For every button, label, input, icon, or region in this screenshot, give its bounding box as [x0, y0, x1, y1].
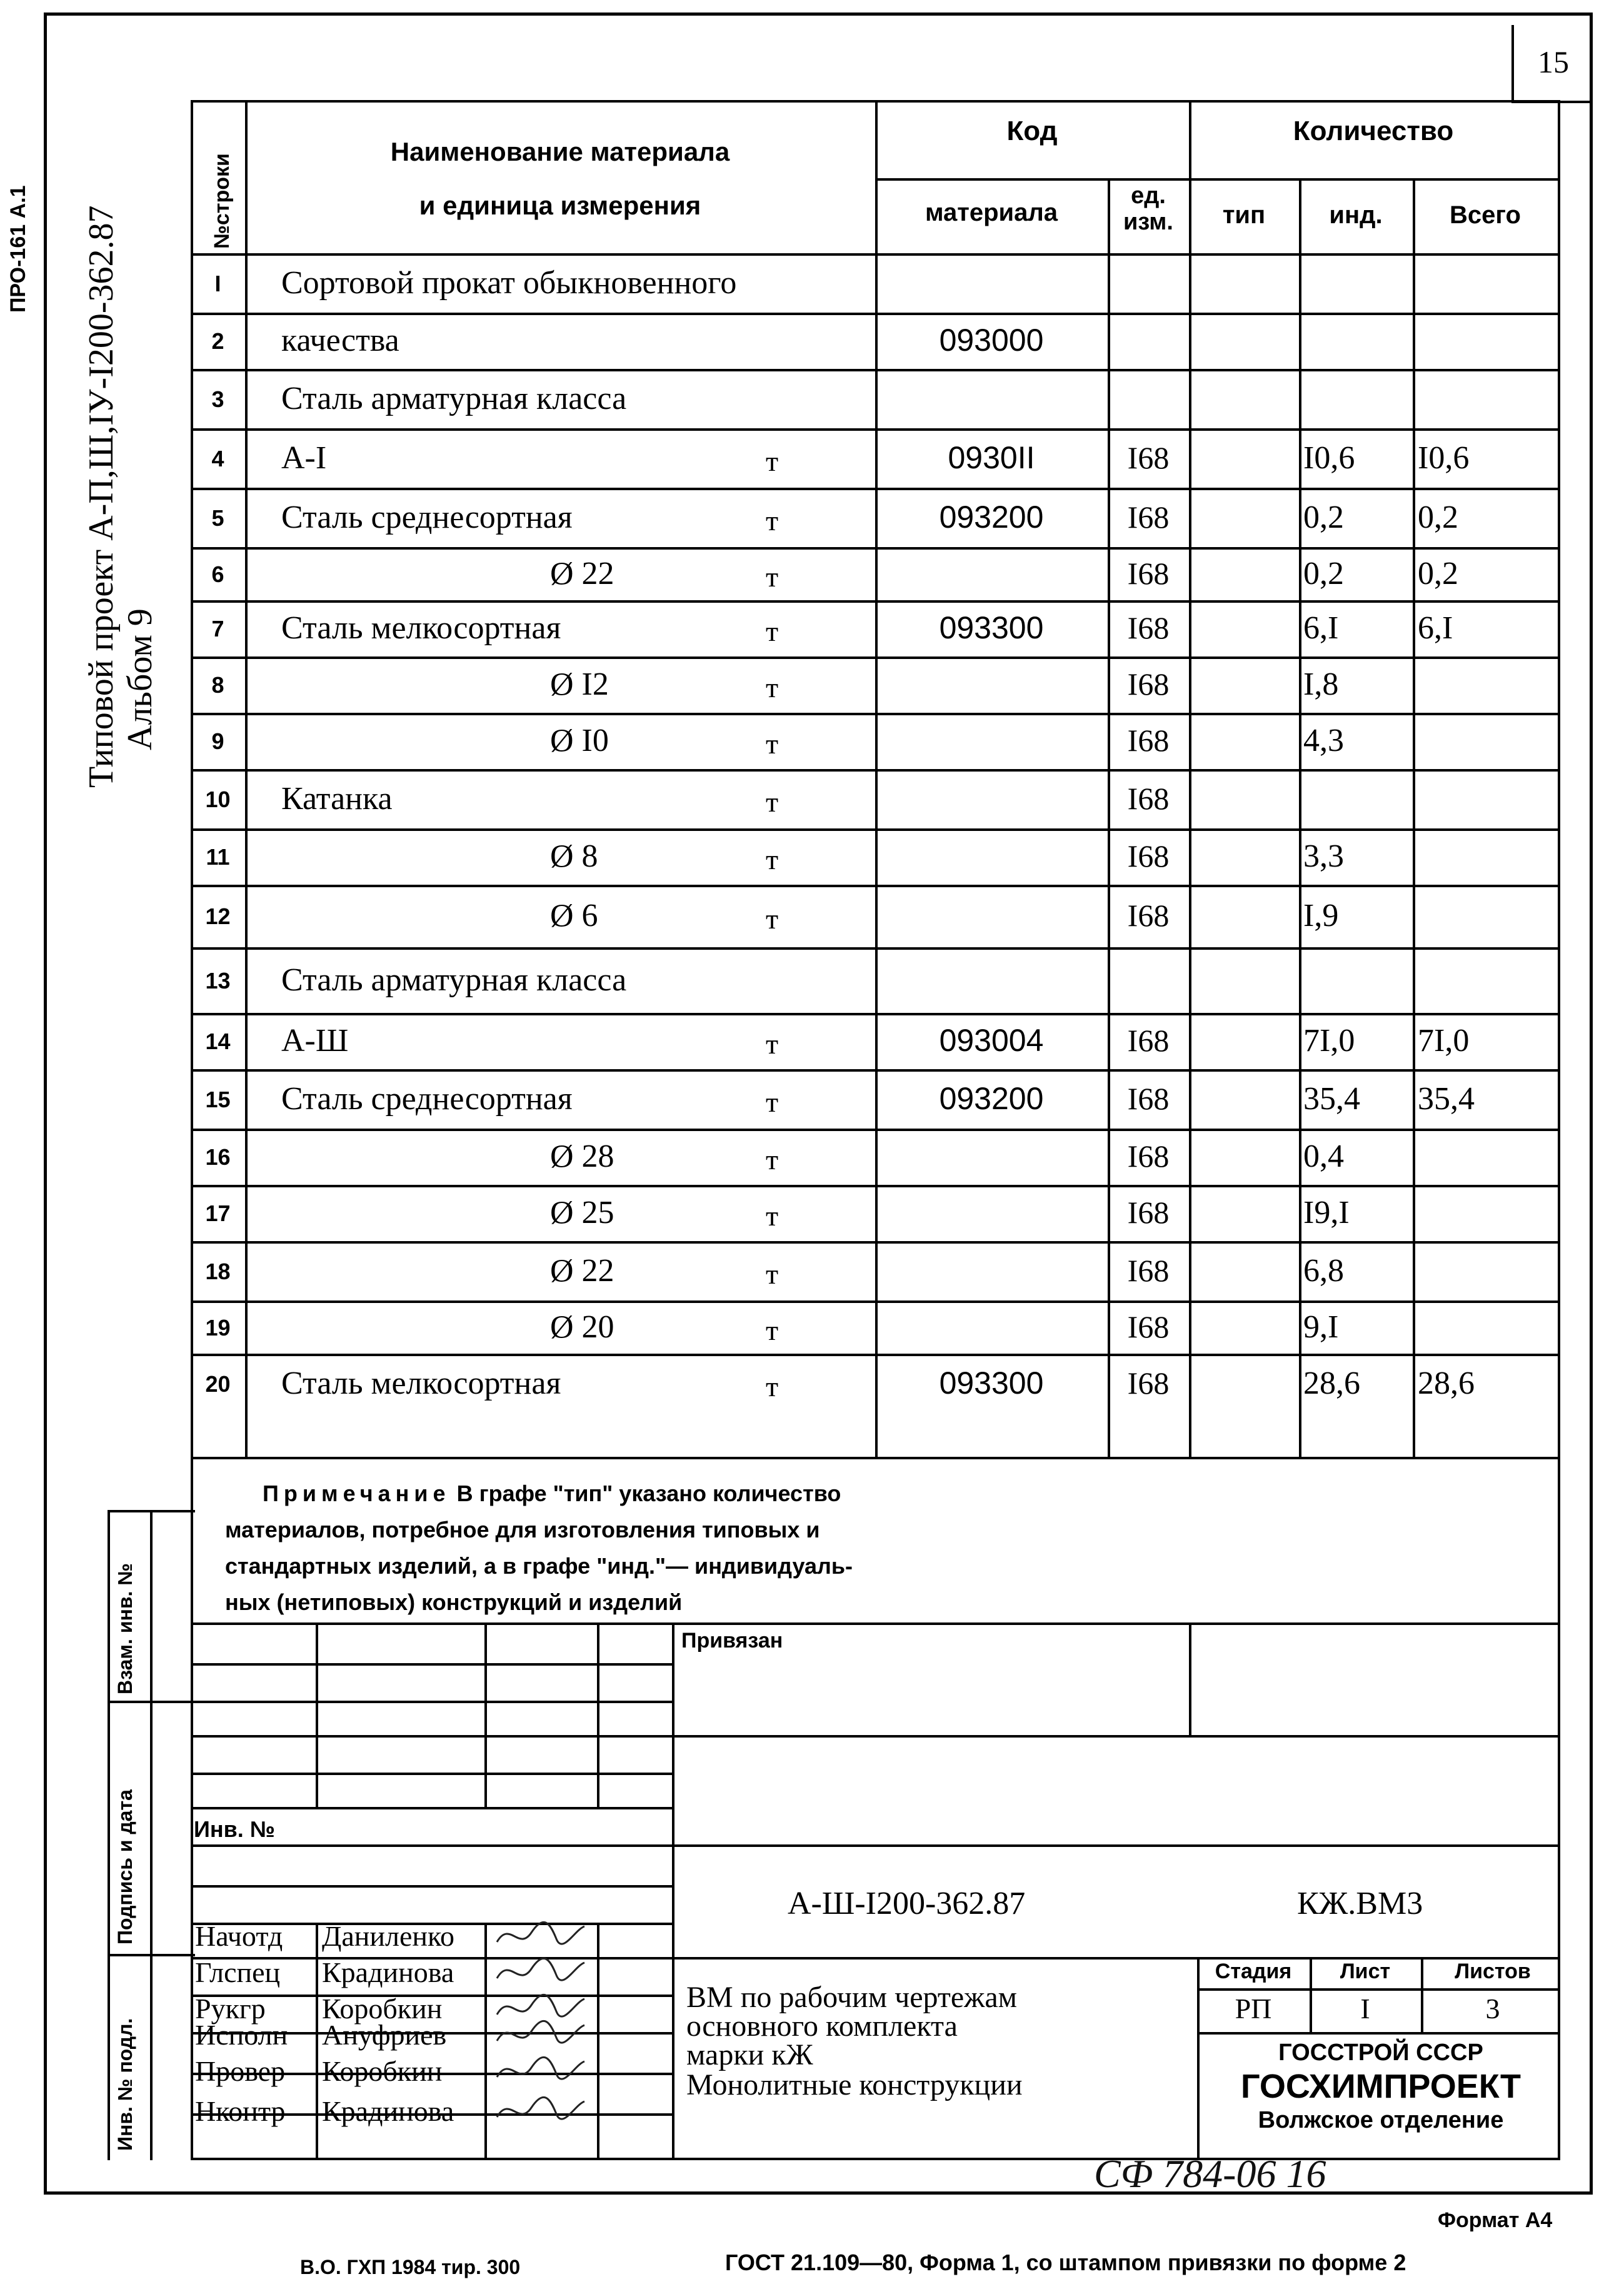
- row-ind: I,8: [1303, 667, 1339, 702]
- stamp-line: [191, 1701, 672, 1703]
- title-line-3: марки кЖ: [686, 2038, 813, 2071]
- row-ind: 7I,0: [1303, 1023, 1355, 1059]
- row-material-code: 093300: [939, 1365, 1044, 1401]
- sheet-label: Лист: [1340, 1959, 1391, 1983]
- stamp-name: Крадинова: [322, 2095, 454, 2127]
- stamp-name: Коробкин: [322, 2055, 443, 2087]
- row-unit-letter: т: [766, 903, 779, 935]
- row-name: Сталь среднесортная: [281, 1080, 573, 1117]
- format-label: Формат А4: [1438, 2208, 1553, 2232]
- row-name: Сталь арматурная класса: [281, 380, 627, 416]
- row-name: Ø I0: [550, 723, 609, 758]
- header-name: Наименование материала и единица измерения: [390, 137, 730, 220]
- row-number: 11: [206, 844, 230, 870]
- note-line-2: материалов, потребное для изготовления типовых и: [225, 1517, 820, 1542]
- header-quantity: Количество: [1293, 116, 1454, 146]
- sheet-value: I: [1360, 1993, 1370, 2025]
- stamp-line: [316, 1923, 318, 2160]
- row-unit-letter: т: [766, 1314, 779, 1346]
- stamp-role: Глспец: [195, 1956, 281, 1988]
- row-unit-letter: т: [766, 1370, 779, 1402]
- row-unit-code: I68: [1127, 780, 1170, 816]
- stamp-role: Начотд: [195, 1920, 283, 1952]
- gost-note: ГОСТ 21.109—80, Форма 1, со штампом привязки по форме 2: [725, 2250, 1406, 2275]
- stamp-name: Ануфриев: [322, 2019, 447, 2051]
- row-unit-code: I68: [1127, 838, 1170, 873]
- org-3: Волжское отделение: [1258, 2107, 1504, 2133]
- doc-mark: КЖ.ВМ3: [1297, 1886, 1423, 1921]
- row-name: Ø 20: [550, 1309, 614, 1345]
- stamp-name: Коробкин: [322, 1993, 443, 2025]
- side-title-line2: Альбом 9: [121, 608, 159, 750]
- row-number: 18: [205, 1258, 231, 1284]
- row-unit-letter: т: [766, 785, 779, 818]
- row-material-code: 0930II: [948, 440, 1035, 475]
- stamp-line: [1197, 1988, 1558, 1991]
- stamp-line: [1197, 2032, 1558, 2035]
- row-total: 0,2: [1418, 555, 1458, 591]
- row-number: 14: [205, 1029, 231, 1054]
- row-unit-letter: т: [766, 728, 779, 760]
- note-lead: Примечание: [263, 1481, 451, 1506]
- row-number: 20: [205, 1371, 231, 1397]
- row-name: Сталь арматурная класса: [281, 962, 627, 998]
- row-total: 7I,0: [1418, 1023, 1470, 1059]
- header-total: Всего: [1450, 201, 1521, 229]
- stamp-line: [191, 1622, 1560, 1625]
- inv-no-label: Инв. №: [194, 1816, 275, 1842]
- row-total: 28,6: [1418, 1365, 1475, 1401]
- header-unit: ед. изм.: [1123, 183, 1173, 235]
- row-unit-code: I68: [1127, 1139, 1170, 1174]
- row-ind: I0,6: [1303, 440, 1355, 476]
- signature-icon: [494, 2092, 588, 2130]
- stamp-line: [191, 1773, 672, 1775]
- side-code: ПРО-161 А.1: [6, 185, 30, 313]
- row-ind: 9,I: [1303, 1309, 1339, 1345]
- row-ind: I9,I: [1303, 1195, 1350, 1230]
- title-line-4: Монолитные конструкции: [686, 2068, 1023, 2101]
- signature-icon: [494, 2052, 588, 2090]
- row-unit-letter: т: [766, 1144, 779, 1175]
- header-type: тип: [1222, 201, 1266, 229]
- row-ind: 35,4: [1303, 1080, 1360, 1117]
- row-unit-letter: т: [766, 560, 779, 593]
- row-name: Ø 6: [550, 898, 598, 933]
- row-ind: 4,3: [1303, 723, 1344, 758]
- row-unit-code: I68: [1127, 555, 1170, 591]
- row-name: Катанка: [281, 780, 393, 817]
- row-number: 17: [205, 1200, 231, 1226]
- stamp-role: Рукгр: [195, 1993, 266, 2025]
- row-number: 6: [211, 561, 224, 587]
- row-material-code: 093300: [939, 610, 1044, 645]
- stamp-line: [597, 1622, 599, 1807]
- row-name: Сталь мелкосортная: [281, 610, 561, 646]
- note-text-1: В графе "тип" указано количество: [456, 1481, 841, 1506]
- sheets-label: Листов: [1455, 1959, 1531, 1983]
- stamp-podpis: Подпись и дата: [114, 1789, 136, 1944]
- stamp-line: [484, 1923, 487, 2160]
- stamp-line: [484, 1622, 487, 1807]
- row-number: 10: [205, 786, 231, 812]
- row-unit-code: I68: [1127, 610, 1170, 645]
- signature-icon: [494, 1917, 588, 1954]
- print-info: В.О. ГХП 1984 тир. 300: [300, 2256, 521, 2278]
- title-lines: [686, 1983, 1023, 2100]
- stamp-role: Провер: [195, 2055, 286, 2087]
- stamp-line: [191, 1844, 1560, 1847]
- privyazan-label: Привязан: [681, 1629, 783, 1653]
- stamp-line: [1558, 1457, 1560, 2160]
- stage-value: РП: [1235, 1993, 1272, 2025]
- row-number: 5: [211, 505, 224, 531]
- stamp-name: Крадинова: [322, 1956, 454, 1988]
- row-unit-code: I68: [1127, 667, 1170, 702]
- note-line-4: ных (нетиповых) конструкций и изделий: [225, 1589, 683, 1615]
- stamp-line: [597, 1923, 599, 2160]
- stamp-name: Даниленко: [322, 1920, 455, 1952]
- stamp-role: Исполн: [195, 2019, 288, 2051]
- row-unit-code: I68: [1127, 499, 1170, 535]
- row-number: 2: [211, 328, 224, 354]
- stamp-line: [191, 1807, 672, 1809]
- row-ind: 0,2: [1303, 499, 1344, 535]
- row-total: I0,6: [1418, 440, 1470, 476]
- row-ind: 3,3: [1303, 838, 1344, 874]
- signature-icon: [494, 2016, 588, 2053]
- stamp-inv-podl: Инв. № подл.: [114, 2018, 136, 2151]
- row-unit-code: I68: [1127, 440, 1170, 475]
- stamp-line: [1310, 1957, 1312, 2032]
- row-unit-letter: т: [766, 1028, 779, 1060]
- row-unit-code: I68: [1127, 1023, 1170, 1058]
- row-name: Сталь мелкосортная: [281, 1365, 561, 1401]
- row-unit-letter: т: [766, 1085, 779, 1118]
- row-ind: 6,8: [1303, 1252, 1344, 1289]
- row-unit-code: I68: [1127, 723, 1170, 758]
- row-number: 8: [211, 672, 224, 698]
- row-ind: I,9: [1303, 898, 1339, 933]
- side-title-line1: Типовой проект А-П,Ш,IУ-I200-362.87: [82, 205, 121, 788]
- row-number: 9: [211, 728, 224, 754]
- row-number: 12: [205, 903, 231, 929]
- title-line-2: основного комплекта: [686, 2010, 958, 2043]
- row-unit-letter: т: [766, 504, 779, 536]
- sheet-number: 15: [1538, 44, 1569, 79]
- doc-code: А-Ш-I200-362.87: [788, 1886, 1026, 1921]
- stamp-role: Нконтр: [195, 2095, 286, 2127]
- row-name: Сталь среднесортная: [281, 499, 573, 535]
- row-number: 13: [205, 967, 231, 994]
- row-material-code: 093004: [939, 1023, 1044, 1058]
- sheets-value: 3: [1485, 1993, 1500, 2025]
- row-unit-code: I68: [1127, 1080, 1170, 1116]
- title-line-1: ВМ по рабочим чертежам: [686, 1981, 1018, 2014]
- row-total: 0,2: [1418, 499, 1458, 535]
- row-number: 19: [205, 1314, 231, 1341]
- header-ind: инд.: [1329, 201, 1383, 229]
- row-ind: 0,2: [1303, 555, 1344, 591]
- stamp-vzam-inv: Взам. инв. №: [114, 1563, 136, 1694]
- row-unit-code: I68: [1127, 1309, 1170, 1344]
- stamp-line: [672, 1622, 674, 2160]
- row-name: Ø 22: [550, 555, 614, 591]
- row-name: Ø 28: [550, 1139, 614, 1174]
- row-number: 16: [205, 1144, 231, 1170]
- row-unit-code: I68: [1127, 1365, 1170, 1401]
- row-material-code: 093000: [939, 323, 1044, 358]
- stamp-line: [191, 1663, 672, 1666]
- row-total: 6,I: [1418, 610, 1453, 646]
- row-name: Ø I2: [550, 667, 609, 702]
- row-name: качества: [281, 323, 399, 358]
- handwritten-ref: СФ 784-06 16: [1094, 2151, 1326, 2196]
- row-ind: 28,6: [1303, 1365, 1360, 1401]
- row-unit-letter: т: [766, 1200, 779, 1232]
- row-number: 15: [205, 1086, 231, 1112]
- stamp-line: [191, 2158, 1560, 2160]
- stamp-line: [1197, 1957, 1200, 2160]
- signature-icon: [494, 1953, 588, 1991]
- stamp-line: [1189, 1622, 1191, 1735]
- header-code: Код: [1006, 116, 1058, 146]
- row-name: Сортовой прокат обыкновенного: [281, 264, 737, 301]
- stamp-line: [191, 1735, 1560, 1738]
- row-unit-code: I68: [1127, 1252, 1170, 1288]
- row-ind: 6,I: [1303, 610, 1339, 646]
- row-unit-letter: т: [766, 615, 779, 647]
- row-name: Ø 8: [550, 838, 598, 874]
- note-line-3: стандартных изделий, а в графе "инд."— индивидуаль-: [225, 1553, 853, 1579]
- row-unit-letter: т: [766, 672, 779, 703]
- stage-label: Стадия: [1215, 1959, 1292, 1983]
- row-unit-code: I68: [1127, 898, 1170, 933]
- row-unit-code: I68: [1127, 1195, 1170, 1230]
- row-number: 7: [211, 616, 224, 641]
- row-material-code: 093200: [939, 499, 1044, 535]
- row-number: 4: [211, 445, 224, 471]
- row-name: A-I: [281, 440, 327, 476]
- stamp-line: [316, 1622, 318, 1807]
- row-number: 3: [211, 386, 224, 412]
- row-ind: 0,4: [1303, 1139, 1344, 1174]
- row-number: I: [214, 270, 221, 296]
- row-total: 35,4: [1418, 1080, 1475, 1117]
- stamp-line: [1421, 1957, 1423, 2032]
- row-material-code: 093200: [939, 1080, 1044, 1116]
- header-row-no: №строки: [210, 153, 234, 249]
- row-unit-letter: т: [766, 1257, 779, 1290]
- row-name: Ø 22: [550, 1252, 614, 1289]
- row-unit-letter: т: [766, 445, 779, 477]
- row-unit-letter: т: [766, 843, 779, 875]
- row-name: A-Ш: [281, 1023, 349, 1059]
- header-material: материала: [925, 199, 1058, 226]
- org-2: ГОСХИМПРОЕКТ: [1240, 2068, 1521, 2105]
- stamp-line: [191, 1885, 672, 1888]
- row-name: Ø 25: [550, 1195, 614, 1230]
- org-1: ГОССТРОЙ СССР: [1278, 2040, 1483, 2066]
